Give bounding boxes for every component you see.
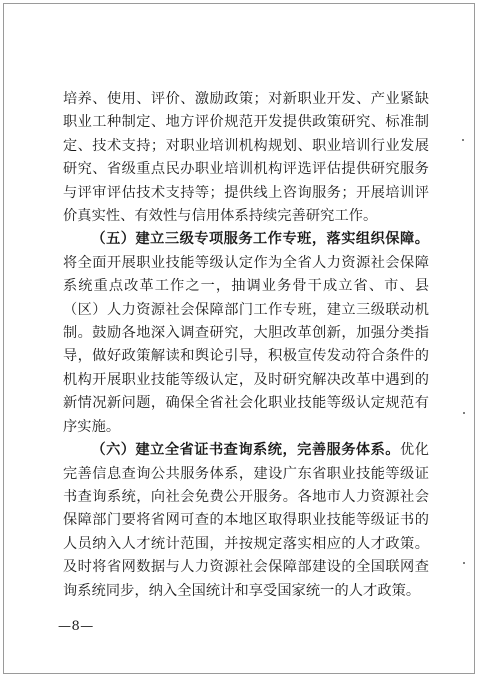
paragraph-2 [63, 228, 429, 439]
scan-speck-3 [463, 562, 465, 564]
paragraph-3-heading: （六）建立全省证书查询系统，完善服务体系。 [91, 442, 401, 459]
paragraph-2-heading: （五）建立三级专项服务工作专班，落实组织保障。 [91, 231, 429, 248]
document-body [63, 88, 429, 603]
paragraph-1-text: 培养、使用、评价、激励政策；对新职业开发、产业紧缺职业工种制定、地方评价规范开发提供政策研究、标准制定、技术支持；对职业培训机构规划、职业培训行业发展研究、省级重点民办职业培训机构评选评估提供研究服务与评审评估技术支持等；提供线上咨询服务；开展培训评价真实性、有效性与信用体系持续完善研究工作。 [63, 91, 429, 225]
scan-speck-2 [463, 412, 465, 414]
paragraph-1 [63, 88, 429, 228]
page-number: —8— [58, 619, 94, 634]
paragraph-2-text: 将全面开展职业技能等级认定作为全省人力资源社会保障系统重点改革工作之一，抽调业务骨干成立省、市、县（区）人力资源社会保障部门工作专班，建立三级联动机制。鼓励各地深入调查研究，大胆改革创新，加强分类指导，做好政策解读和舆论引导，积极宣传发动符合条件的机构开展职业技能等级认定，及时研究解决改革中遇到的新情况新问题，确保全省社会化职业技能等级认定规范有序实施。 [63, 254, 429, 435]
scan-speck-1 [462, 139, 464, 141]
paragraph-3-text: 优化完善信息查询公共服务体系，建设广东省职业技能等级证书查询系统，向社会免费公开服务。各地市人力资源社会保障部门要将省网可查的本地区取得职业技能等级证书的人员纳入人才统计范围，并按规定落实相应的人才政策。及时将省网数据与人力资源社会保障部建设的全国联网查询系统同步，纳入全国统计和享受国家统一的人才政策。 [63, 442, 429, 599]
paragraph-3 [63, 439, 429, 603]
